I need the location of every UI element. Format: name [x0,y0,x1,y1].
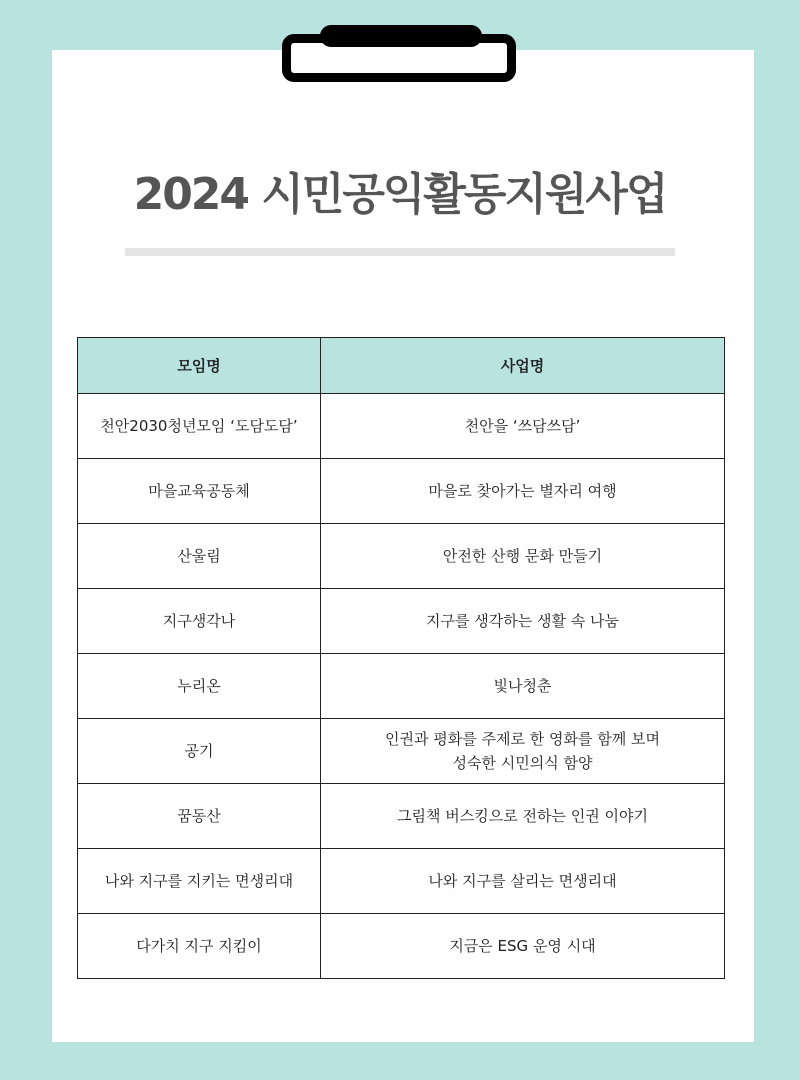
group-name-cell: 다가치 지구 지킴이 [78,914,321,979]
table-header-row [78,338,725,394]
group-name-cell: 마을교육공동체 [78,459,321,524]
title-divider [125,248,675,256]
table-row [78,654,725,719]
table-row [78,719,725,784]
header-group-name: 모임명 [78,338,321,394]
table-row [78,394,725,459]
projects-table [77,337,725,979]
group-name-cell: 산울림 [78,524,321,589]
group-name-cell: 천안2030청년모임 ‘도담도담’ [78,394,321,459]
group-name-cell: 지구생각나 [78,589,321,654]
table-row [78,849,725,914]
project-name-cell: 인권과 평화를 주제로 한 영화를 함께 보며 성숙한 시민의식 함양 [321,719,725,784]
project-name-cell: 빛나청춘 [321,654,725,719]
header-project-name: 사업명 [321,338,725,394]
project-name-cell: 천안을 ‘쓰담쓰담’ [321,394,725,459]
project-name-cell: 지구를 생각하는 생활 속 나눔 [321,589,725,654]
project-name-cell: 안전한 산행 문화 만들기 [321,524,725,589]
project-name-cell: 마을로 찾아가는 별자리 여행 [321,459,725,524]
group-name-cell: 나와 지구를 지키는 면생리대 [78,849,321,914]
project-name-cell: 그림책 버스킹으로 전하는 인권 이야기 [321,784,725,849]
project-name-cell: 지금은 ESG 운영 시대 [321,914,725,979]
group-name-cell: 꿈동산 [78,784,321,849]
group-name-cell: 누리온 [78,654,321,719]
project-name-cell: 나와 지구를 살리는 면생리대 [321,849,725,914]
page-title: 2024 시민공익활동지원사업 [133,169,667,220]
group-name-cell: 공기 [78,719,321,784]
table-row [78,914,725,979]
table-row [78,524,725,589]
table-row [78,459,725,524]
table-row [78,589,725,654]
clipboard-clip-top [320,25,482,47]
table-row [78,784,725,849]
